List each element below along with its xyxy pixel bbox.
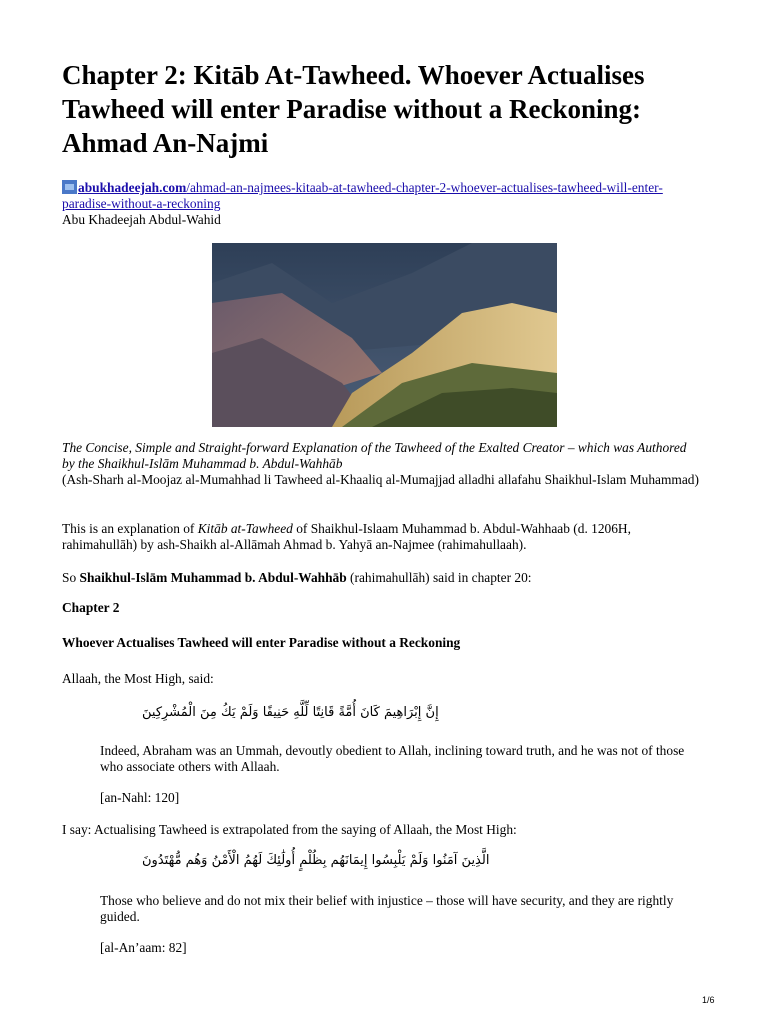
page-title: Chapter 2: Kitāb At-Tawheed. Whoever Actualises Tawheed will enter Paradise without a Reckoning: Ahmad An-Najmi: [62, 60, 645, 158]
explanation-paragraph: This is an explanation of Kitāb at-Tawheed of Shaikhul-Islaam Muhammad b. Abdul-Wahhaab (d. 1206H, rahimahullāh) by ash-Shaikh al-Allāmah Ahmad b. Yahyā an-Najmee (rahimahullaah).: [62, 521, 631, 552]
site-favicon-icon: [62, 180, 77, 194]
intro-paragraph: The Concise, Simple and Straight-forward Explanation of the Tawheed of the Exalted Creator – which was Authored by the Shaikhul-Islām Muhammad b. Abdul-Wahhāb (Ash-Sharh al-Moojaz al-Mumahhad li Tawheed al-Khaaliq al-Mumajjad alladhi allafahu Shaikhul-Islam Muhammad): [62, 440, 699, 487]
source-link[interactable]: abukhadeejah.com/ahmad-an-najmees-kitaab-at-tawheed-chapter-2-whoever-actualises-tawheed-will-enter-paradise-without-a-reckoning: [62, 180, 663, 211]
verse-reference-2: [al-An’aam: 82]: [100, 940, 187, 955]
source-block: [62, 180, 702, 228]
verse-arabic-1: إِنَّ إِبْرَاهِيمَ كَانَ أُمَّةً قَانِتًا لِّلَّهِ حَنِيفًا وَلَمْ يَكُ مِنَ الْمُشْرِكِينَ: [142, 705, 439, 720]
verse-translation-1: Indeed, Abraham was an Ummah, devoutly obedient to Allah, inclining toward truth, and he was not of those who associate others with Allaah.: [100, 743, 685, 774]
verse-translation-2: Those who believe and do not mix their belief with injustice – those will have security, and they are rightly guided.: [100, 893, 674, 924]
mountain-photo: [212, 243, 557, 427]
allaah-said-text: Allaah, the Most High, said:: [62, 671, 214, 686]
author-name: Abu Khadeejah Abdul-Wahid: [62, 212, 221, 227]
verse-reference-1: [an-Nahl: 120]: [100, 790, 180, 805]
chapter-heading: Whoever Actualises Tawheed will enter Paradise without a Reckoning: [62, 635, 461, 650]
i-say-text: I say: Actualising Tawheed is extrapolated from the saying of Allaah, the Most High:: [62, 822, 517, 837]
chapter-label: Chapter 2: [62, 600, 120, 615]
verse-arabic-2: الَّذِينَ آمَنُوا وَلَمْ يَلْبِسُوا إِيمَانَهُم بِظُلْمٍ أُولَٰئِكَ لَهُمُ الْأَمْنُ وَهُم مُّهْتَدُونَ: [142, 853, 490, 868]
said-paragraph: So Shaikhul-Islām Muhammad b. Abdul-Wahhāb (rahimahullāh) said in chapter 20:: [62, 570, 532, 585]
page-number: 1/6: [702, 995, 715, 1005]
